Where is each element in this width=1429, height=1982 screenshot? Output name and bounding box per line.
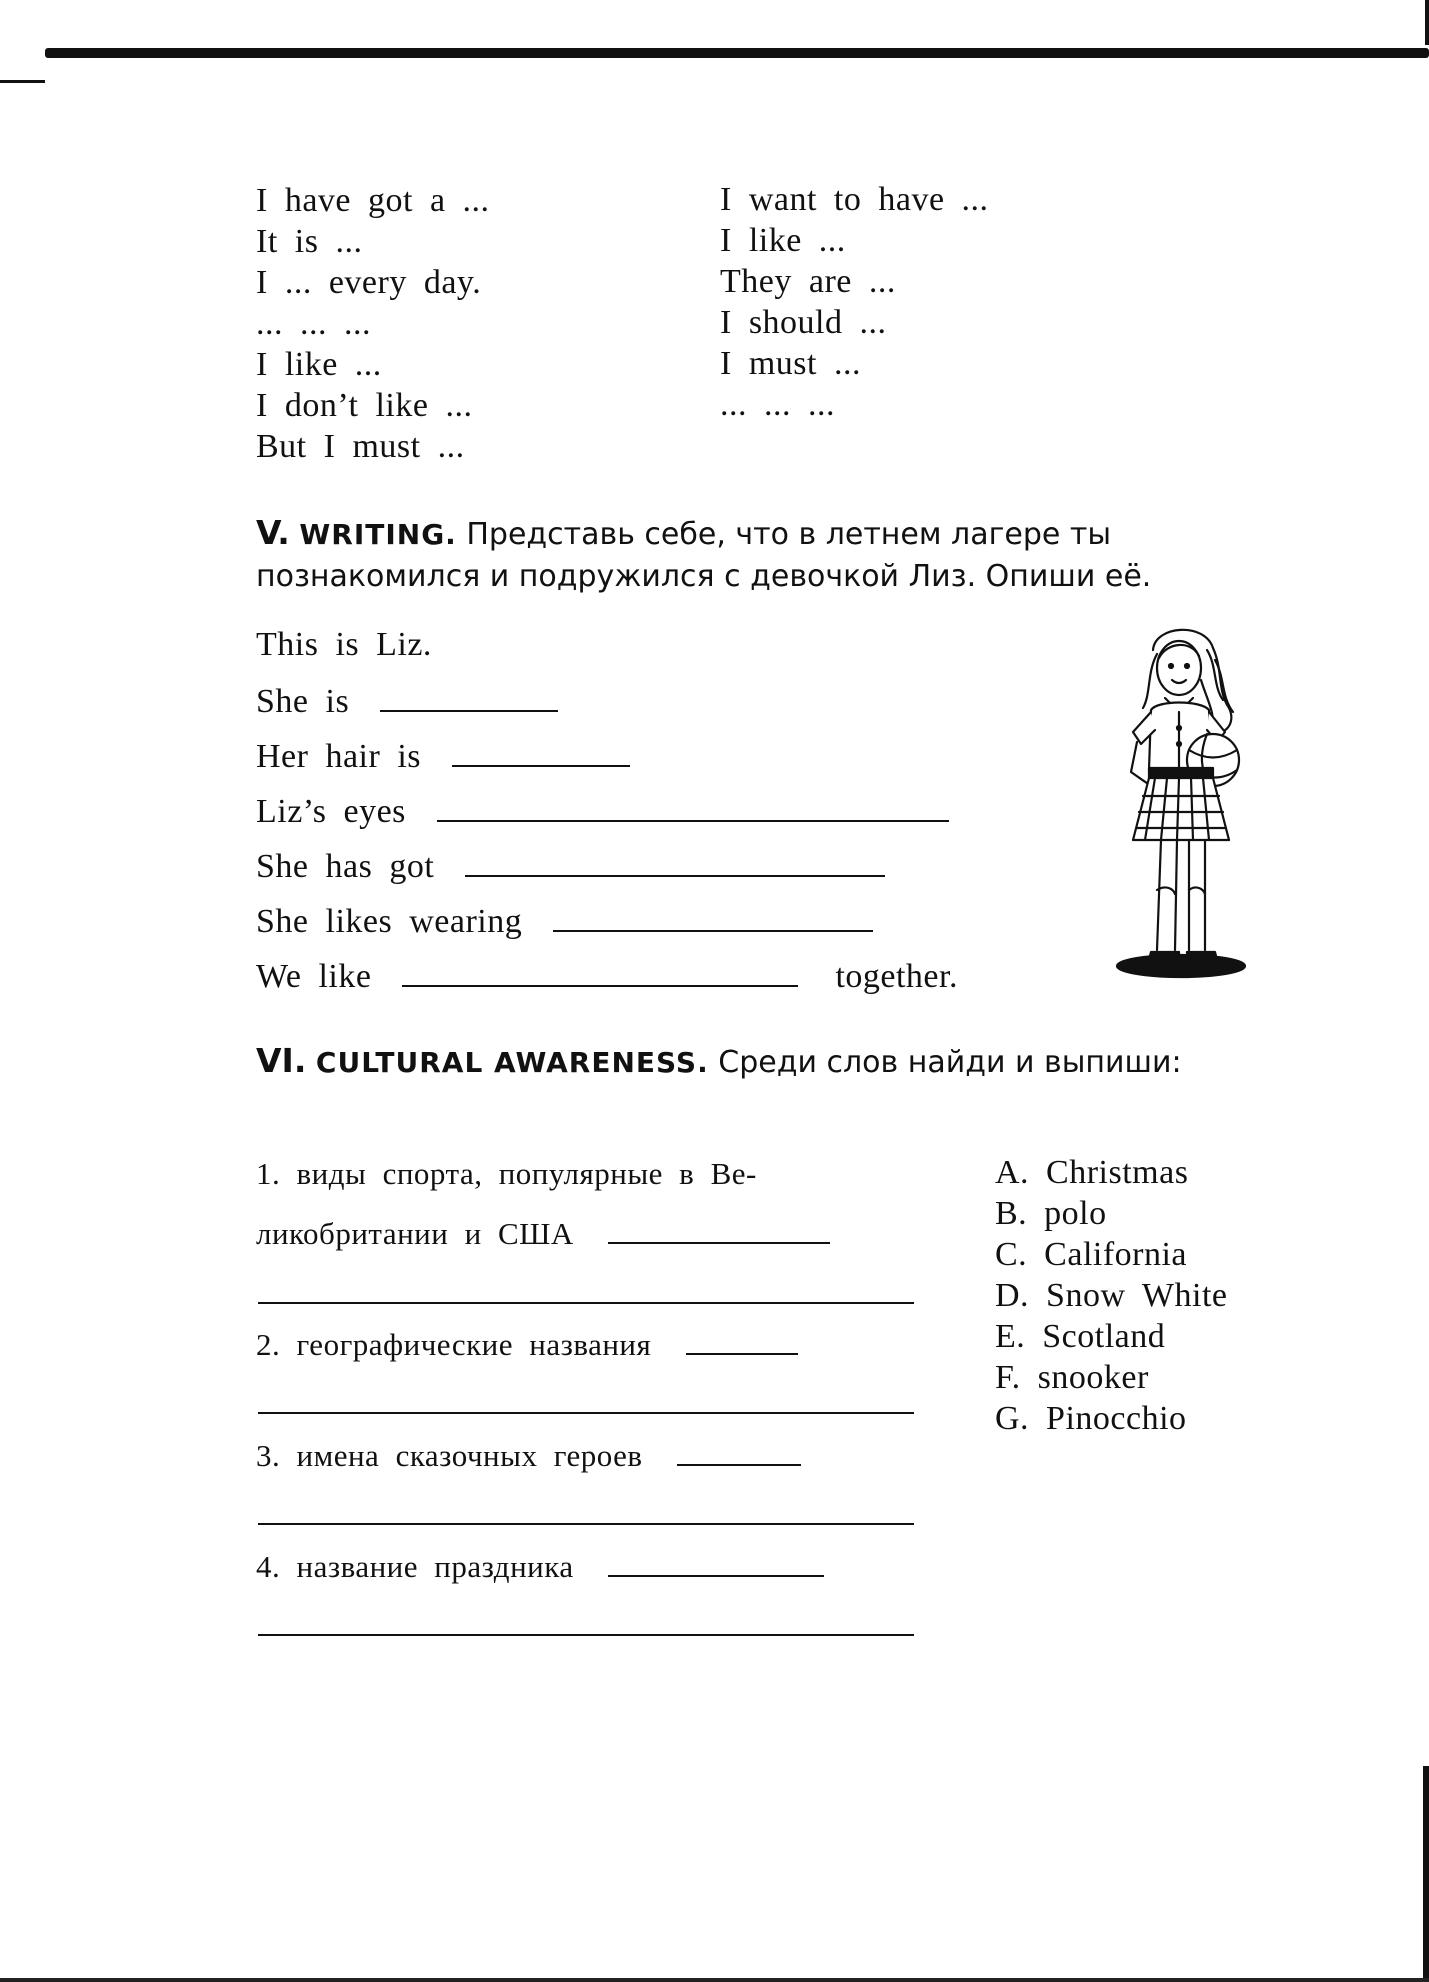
writing-prompt: This is Liz. xyxy=(256,626,432,663)
answer-blank[interactable] xyxy=(437,790,949,822)
phrase-line: They are ... xyxy=(720,263,896,300)
section-writing-heading xyxy=(256,512,1276,598)
task-3 xyxy=(256,1434,801,1474)
phrase-line: I want to have ... xyxy=(720,181,989,218)
writing-suffix: together. xyxy=(835,958,958,995)
writing-line xyxy=(256,625,432,665)
writing-line xyxy=(256,845,885,885)
answer-option: C. California xyxy=(995,1236,1188,1273)
writing-prompt: Liz’s eyes xyxy=(256,793,406,830)
phrase-list-right xyxy=(720,179,989,425)
task-text: 4. название праздника xyxy=(256,1549,574,1584)
section-number: V. xyxy=(256,513,290,552)
task-1-line1: 1. виды спорта, популярные в Ве- xyxy=(256,1156,757,1191)
phrase-line: I like ... xyxy=(720,222,846,259)
writing-line xyxy=(256,900,873,940)
task-text: 2. географические названия xyxy=(256,1327,652,1362)
section-cultural-heading xyxy=(256,1040,1276,1084)
answer-blank[interactable] xyxy=(380,680,558,712)
girl-with-ball-icon xyxy=(1095,620,1265,1004)
writing-line xyxy=(256,680,558,720)
writing-prompt: She is xyxy=(256,683,350,720)
answer-line[interactable] xyxy=(258,1302,914,1304)
writing-prompt: She likes wearing xyxy=(256,903,523,940)
phrase-line: I have got a ... xyxy=(256,182,490,219)
task-4 xyxy=(256,1545,824,1585)
phrase-line: I should ... xyxy=(720,304,887,341)
task-2 xyxy=(256,1323,798,1363)
section-label: WRITING. xyxy=(299,518,457,551)
section-number: VI. xyxy=(256,1041,307,1080)
phrase-line: I like ... xyxy=(256,346,382,383)
writing-line xyxy=(256,955,958,995)
section-label: CULTURAL AWARENESS. xyxy=(315,1046,709,1079)
writing-prompt: Her hair is xyxy=(256,738,422,775)
answer-option: A. Christmas xyxy=(995,1154,1189,1191)
scan-edge-right-bottom xyxy=(1423,1766,1429,1982)
section-instruction: Среди слов найди и выпиши: xyxy=(718,1045,1182,1080)
answer-blank[interactable] xyxy=(402,955,798,987)
answer-option: B. polo xyxy=(995,1195,1107,1232)
answer-blank[interactable] xyxy=(677,1434,801,1466)
scan-edge-right-top xyxy=(1425,0,1429,45)
phrase-list-left xyxy=(256,180,490,467)
answer-option: F. snooker xyxy=(995,1359,1149,1396)
task-text: ликобритании и США xyxy=(256,1216,574,1251)
phrase-line: ... ... ... xyxy=(256,305,371,342)
answer-option: D. Snow White xyxy=(995,1277,1228,1314)
phrase-line: I don’t like ... xyxy=(256,387,473,424)
writing-prompt: We like xyxy=(256,958,372,995)
task-text: 3. имена сказочных героев xyxy=(256,1438,643,1473)
scan-mark-left xyxy=(0,80,45,83)
writing-line xyxy=(256,735,630,775)
phrase-line: I must ... xyxy=(720,345,861,382)
scan-edge-top xyxy=(45,48,1429,58)
answer-line[interactable] xyxy=(258,1523,914,1525)
answer-options xyxy=(995,1152,1227,1439)
answer-blank[interactable] xyxy=(686,1323,798,1355)
phrase-line: I ... every day. xyxy=(256,264,482,301)
answer-line[interactable] xyxy=(258,1634,914,1636)
phrase-line: It is ... xyxy=(256,223,363,260)
phrase-line: But I must ... xyxy=(256,428,465,465)
task-1-line2 xyxy=(256,1212,830,1252)
writing-prompt: She has got xyxy=(256,848,435,885)
section-instruction: Представь себе, что в летнем лагере ты познакомился и подружился с девочкой Лиз. Опиши её. xyxy=(256,517,1152,594)
answer-blank[interactable] xyxy=(608,1212,830,1244)
answer-line[interactable] xyxy=(258,1412,914,1414)
answer-blank[interactable] xyxy=(553,900,873,932)
phrase-line: ... ... ... xyxy=(720,386,835,423)
answer-blank[interactable] xyxy=(608,1545,824,1577)
answer-option: E. Scotland xyxy=(995,1318,1166,1355)
answer-blank[interactable] xyxy=(452,735,630,767)
writing-line xyxy=(256,790,949,830)
scan-edge-bottom xyxy=(0,1978,1429,1982)
answer-blank[interactable] xyxy=(465,845,885,877)
answer-option: G. Pinocchio xyxy=(995,1400,1187,1437)
